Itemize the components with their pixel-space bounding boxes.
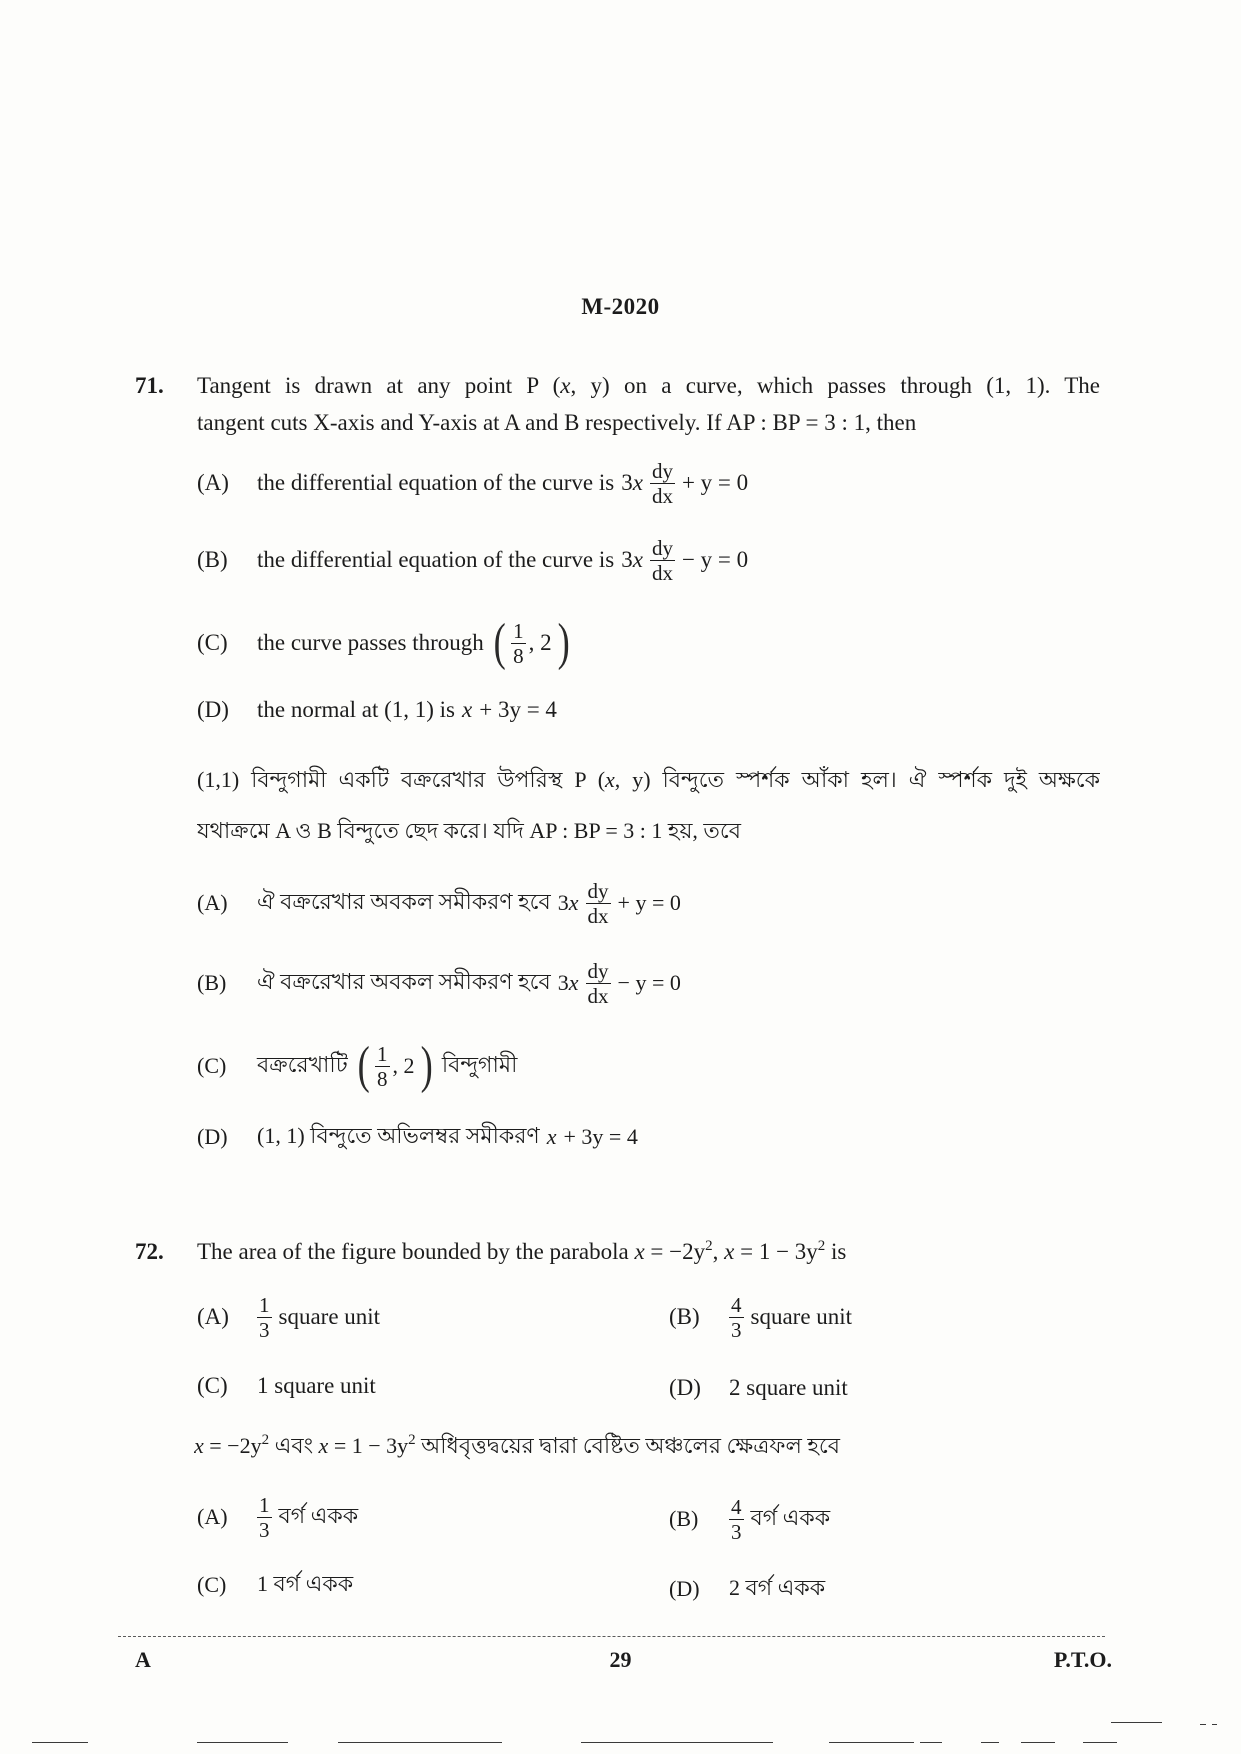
equation-part: = −2y	[203, 1433, 262, 1458]
option-label: (C)	[197, 1053, 227, 1078]
footer-divider	[118, 1636, 1105, 1637]
scan-artifact-line	[829, 1742, 914, 1743]
fraction-denominator: dx	[651, 560, 673, 585]
stem-text: , y) বিন্দুতে স্পর্শক আঁকা হল। ঐ স্পর্শক দুই অক্ষকে	[614, 767, 1100, 792]
scan-artifact-line	[1083, 1742, 1117, 1743]
q71-stem-en-line-2: tangent cuts X-axis and Y-axis at A and B respectively. If AP : BP = 3 : 1, then	[197, 410, 917, 435]
variable-x: x	[632, 547, 643, 572]
q71-option-c-en	[197, 611, 572, 675]
fraction-denominator: 3	[259, 1517, 270, 1542]
q72-option-d-bn	[669, 1557, 825, 1621]
fraction-denominator: 8	[513, 643, 524, 668]
option-content	[257, 615, 572, 671]
scan-artifact-line	[1111, 1722, 1162, 1723]
scan-artifact-line	[338, 1742, 502, 1743]
separator: ,	[712, 1239, 725, 1264]
option-label: (D)	[669, 1375, 701, 1400]
option-text: বর্গ একক	[278, 1502, 359, 1528]
equation-part: = 1 − 3y	[328, 1433, 409, 1458]
equation-part: = −2y	[644, 1239, 706, 1264]
question-number-71: 71.	[135, 373, 164, 398]
scan-artifact-line	[981, 1742, 999, 1743]
q72-option-a-bn	[197, 1485, 358, 1549]
option-content	[257, 880, 681, 927]
option-label: (C)	[197, 1572, 227, 1597]
variable-x: x	[560, 373, 571, 398]
superscript: 2	[408, 1432, 416, 1448]
option-label: (D)	[197, 697, 229, 722]
option-text: (1, 1) বিন্দুতে অভিলম্বর সমীকরণ	[257, 1122, 540, 1148]
paper-code: M-2020	[581, 294, 660, 319]
option-content	[257, 537, 748, 584]
coordinate-y: , 2	[528, 630, 552, 655]
scan-artifact-line	[1021, 1742, 1055, 1743]
scan-artifact-line	[32, 1742, 88, 1743]
term-3x	[558, 890, 579, 916]
option-text: square unit	[750, 1304, 853, 1329]
option-content	[257, 1038, 517, 1094]
scan-artifact-line	[920, 1742, 942, 1743]
q71-option-c-bn	[197, 1034, 517, 1098]
option-text: ঐ বক্ররেখার অবকল সমীকরণ হবে	[257, 968, 551, 994]
fraction-dy-dx	[650, 537, 675, 584]
option-label: (A)	[197, 470, 229, 495]
q72-option-b-en	[669, 1285, 852, 1349]
q71-option-d-en	[197, 678, 557, 742]
variable-x: x	[194, 1433, 204, 1458]
option-text: the normal at (1, 1) is	[257, 697, 456, 722]
scan-artifact-line	[581, 1742, 773, 1743]
option-content	[257, 1494, 358, 1541]
fraction-numerator: 4	[731, 1494, 742, 1519]
option-text: 2 বর্গ একক	[729, 1574, 826, 1600]
fraction-1-8	[511, 620, 526, 667]
fraction-numerator: 1	[377, 1041, 388, 1066]
q71-stem-bn-line-1	[197, 765, 1100, 795]
coefficient: 3	[621, 470, 633, 495]
q72-option-b-bn	[669, 1487, 830, 1551]
option-text: বক্ররেখাটি	[257, 1051, 348, 1077]
option-text: the curve passes through	[257, 630, 484, 655]
option-label: (B)	[197, 547, 228, 572]
superscript: 2	[705, 1238, 713, 1254]
equation-tail: − y = 0	[617, 970, 681, 995]
variable-x: x	[632, 470, 643, 495]
stem-text: এবং	[269, 1433, 319, 1458]
option-label: (B)	[669, 1506, 699, 1531]
equation-tail: + 3y = 4	[479, 697, 557, 722]
fraction-numerator: dy	[651, 535, 673, 560]
fraction-numerator: dy	[587, 878, 609, 903]
q72-stem-en	[197, 1237, 1100, 1267]
q71-option-a-bn	[197, 871, 681, 935]
stem-text: অধিবৃত্তদ্বয়ের দ্বারা বেষ্টিত অঞ্চলের ক্ষেত্রফল হবে	[415, 1433, 841, 1458]
fraction-denominator: 3	[731, 1519, 742, 1544]
option-content	[257, 1294, 380, 1341]
superscript: 2	[261, 1432, 270, 1448]
fraction-dy-dx	[586, 880, 611, 927]
option-label: (C)	[197, 630, 228, 655]
q72-stem-bn	[194, 1431, 1104, 1461]
option-label: (A)	[197, 890, 228, 915]
option-content	[257, 1119, 638, 1156]
q71-option-a-en	[197, 451, 748, 515]
coefficient: 3	[557, 890, 569, 915]
option-content	[257, 1373, 376, 1399]
q72-option-c-en	[197, 1354, 376, 1418]
option-content	[729, 1496, 830, 1543]
page-number: 29	[609, 1647, 632, 1672]
coefficient: 3	[621, 547, 633, 572]
point-coordinates	[491, 615, 572, 671]
q72-option-d-en	[669, 1356, 848, 1420]
fraction-numerator: 1	[513, 618, 524, 643]
fraction-dy-dx	[650, 460, 675, 507]
fraction-denominator: 3	[731, 1317, 742, 1342]
option-label: (D)	[669, 1576, 700, 1601]
coordinate-y: , 2	[392, 1053, 415, 1078]
open-parenthesis: (	[357, 1037, 370, 1094]
option-label: (B)	[669, 1304, 700, 1329]
fraction-dy-dx	[586, 960, 611, 1007]
fraction-denominator: dx	[651, 483, 673, 508]
option-content	[257, 960, 681, 1007]
option-label: (A)	[197, 1304, 229, 1329]
fraction-denominator: dx	[587, 983, 609, 1008]
fraction-denominator: 8	[377, 1066, 388, 1091]
open-parenthesis: (	[493, 614, 506, 671]
equation-tail: + 3y = 4	[563, 1124, 638, 1149]
option-text: 1 বর্গ একক	[257, 1570, 354, 1596]
equation-tail: + y = 0	[681, 470, 749, 495]
q71-stem-en-line-1	[197, 371, 1100, 401]
stem-text: The area of the figure bounded by the parabola	[197, 1239, 635, 1264]
q71-option-b-bn	[197, 951, 681, 1015]
coefficient: 3	[557, 970, 569, 995]
option-label: (C)	[197, 1373, 228, 1398]
option-text: ঐ বক্ররেখার অবকল সমীকরণ হবে	[257, 888, 551, 914]
variable-x: x	[462, 697, 473, 722]
q71-option-b-en	[197, 528, 748, 592]
scan-artifact-line	[1212, 1724, 1217, 1725]
fraction-numerator: 1	[259, 1292, 270, 1317]
stem-text: , y) on a curve, which passes through (1, 1). The	[570, 373, 1100, 398]
close-parenthesis: )	[420, 1037, 433, 1094]
variable-x: x	[568, 890, 579, 915]
fraction-1-8	[375, 1043, 390, 1090]
option-content	[729, 1375, 848, 1401]
option-text: 2 square unit	[729, 1375, 848, 1400]
close-parenthesis: )	[557, 614, 570, 671]
stem-text: is	[825, 1239, 847, 1264]
please-turn-over: P.T.O.	[1053, 1647, 1112, 1672]
option-text: the differential equation of the curve is	[257, 547, 615, 572]
option-text: বর্গ একক	[750, 1504, 831, 1530]
option-content	[729, 1571, 825, 1608]
option-content	[257, 460, 748, 507]
option-content	[257, 697, 557, 723]
option-text-trail: বিন্দুগামী	[441, 1051, 518, 1077]
booklet-series: A	[135, 1647, 151, 1672]
equation-part: = 1 − 3y	[734, 1239, 818, 1264]
fraction-numerator: 4	[731, 1292, 742, 1317]
term-3x	[558, 970, 579, 996]
option-text: square unit	[278, 1304, 381, 1329]
fraction-4-3	[729, 1496, 744, 1543]
fraction-denominator: 3	[259, 1317, 270, 1342]
term-3x	[621, 470, 643, 496]
option-label: (B)	[197, 970, 227, 995]
stem-text: Tangent is drawn at any point P (	[197, 373, 561, 398]
q72-option-a-en	[197, 1285, 380, 1349]
variable-x: x	[318, 1433, 329, 1458]
option-text: 1 square unit	[257, 1373, 376, 1398]
option-text: the differential equation of the curve is	[257, 470, 615, 495]
question-number-72: 72.	[135, 1239, 164, 1264]
variable-x: x	[568, 970, 579, 995]
q71-option-d-bn	[197, 1105, 638, 1169]
fraction-1-3	[257, 1294, 272, 1341]
q72-option-c-bn	[197, 1553, 353, 1617]
fraction-1-3	[257, 1494, 272, 1541]
scan-artifact-line	[197, 1742, 288, 1743]
variable-x: x	[724, 1239, 735, 1264]
q71-stem-bn-line-2: যথাক্রমে A ও B বিন্দুতে ছেদ করে। যদি AP : BP = 3 : 1 হয়, তবে	[197, 818, 742, 843]
equation-tail: − y = 0	[681, 547, 749, 572]
fraction-denominator: dx	[587, 903, 609, 928]
variable-x: x	[546, 1124, 557, 1149]
fraction-numerator: 1	[259, 1492, 270, 1517]
variable-x: x	[605, 767, 615, 792]
term-3x	[621, 547, 643, 573]
option-label: (A)	[197, 1504, 228, 1529]
fraction-numerator: dy	[587, 958, 609, 983]
scan-artifact-line	[1200, 1724, 1206, 1725]
equation-tail: + y = 0	[617, 890, 681, 915]
option-content	[257, 1567, 353, 1604]
point-coordinates	[355, 1038, 435, 1094]
option-content	[729, 1294, 852, 1341]
option-label: (D)	[197, 1124, 228, 1149]
variable-x: x	[634, 1239, 645, 1264]
stem-text: (1,1) বিন্দুগামী একটি বক্ররেখার উপরিস্থ P (	[197, 767, 606, 792]
fraction-4-3	[729, 1294, 744, 1341]
superscript: 2	[817, 1238, 826, 1254]
fraction-numerator: dy	[651, 458, 673, 483]
